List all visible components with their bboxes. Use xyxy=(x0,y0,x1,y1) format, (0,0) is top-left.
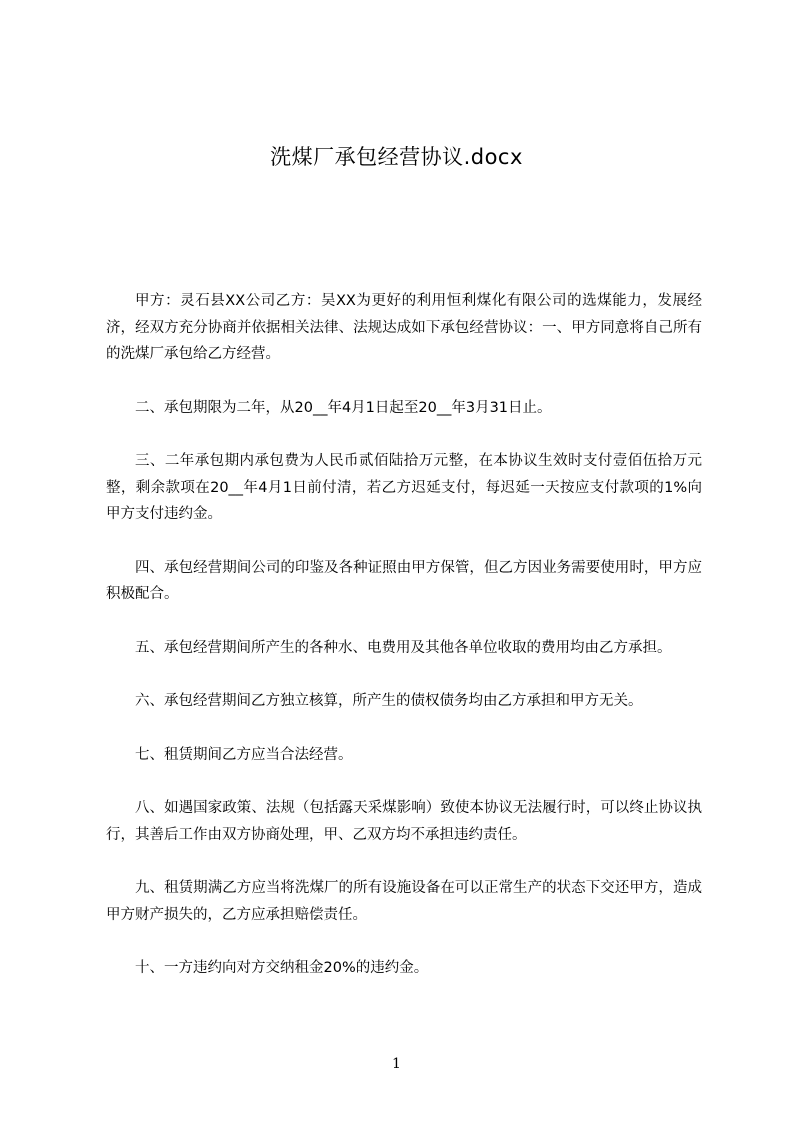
page-number: 1 xyxy=(392,1056,401,1072)
paragraph-clause-10: 十、一方违约向对方交纳租金20%的违约金。 xyxy=(135,960,429,976)
paragraph-clause-7: 七、租赁期间乙方应当合法经营。 xyxy=(135,746,353,763)
document-body xyxy=(106,288,702,982)
paragraph-clause-5: 五、承包经营期间所产生的各种水、电费用及其他各单位收取的费用均由乙方承担。 xyxy=(135,639,672,656)
document-title: 洗煤厂承包经营协议.docx xyxy=(270,145,523,169)
paragraph-clause-9: 九、租赁期满乙方应当将洗煤厂的所有设施设备在可以正常生产的状态下交还甲方，造成甲方财产损失的，乙方应承担赔偿责任。 xyxy=(106,880,702,923)
paragraph-clause-4: 四、承包经营期间公司的印鉴及各种证照由甲方保管，但乙方因业务需要使用时，甲方应积极配合。 xyxy=(106,559,702,602)
paragraph-clause-2: 二、承包期限为二年，从20__年4月1日起至20__年3月31日止。 xyxy=(135,399,552,416)
paragraph-clause-3: 三、二年承包期内承包费为人民币贰佰陆拾万元整，在本协议生效时支付壹佰伍拾万元整，剩余款项在20__年4月1日前付清，若乙方迟延支付，每迟延一天按应支付款项的1%向甲方支付违约金。 xyxy=(106,453,702,522)
paragraph-clause-8: 八、如遇国家政策、法规（包括露天采煤影响）致使本协议无法履行时，可以终止协议执行，其善后工作由双方协商处理，甲、乙双方均不承担违约责任。 xyxy=(106,800,702,843)
paragraph-clause-6: 六、承包经营期间乙方独立核算，所产生的债权债务均由乙方承担和甲方无关。 xyxy=(135,693,643,709)
paragraph-preamble: 甲方：灵石县XX公司乙方：吴XX为更好的利用恒利煤化有限公司的选煤能力，发展经济，经双方充分协商并依据相关法律、法规达成如下承包经营协议：一、甲方同意将自己所有的洗煤厂承包给乙方经营。 xyxy=(106,293,702,362)
